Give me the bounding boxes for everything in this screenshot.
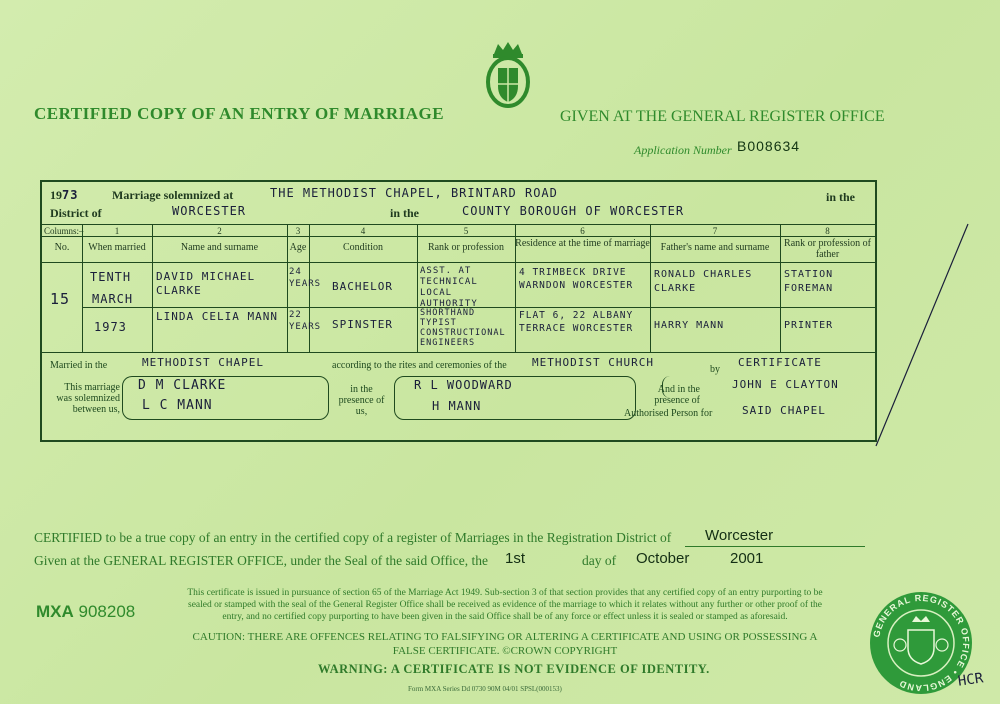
certificate-title: CERTIFIED COPY OF AN ENTRY OF MARRIAGE (34, 104, 445, 123)
by-label: by (710, 364, 720, 375)
bride-signature: L C MANN (142, 398, 213, 413)
by-value: CERTIFICATE (738, 356, 822, 369)
serial-digits: 908208 (78, 602, 136, 621)
col-number-7: 7 (712, 226, 718, 236)
caution-notice: CAUTION: THERE ARE OFFENCES RELATING TO FALSIFYING OR ALTERING A CERTIFICATE AND USING OR POSSESSING A FALSE CERTIFICATE. ©CROWN COPYRIGHT (192, 631, 818, 657)
header-profession: Rank or profession (427, 242, 505, 253)
groom-signature: D M CLARKE (138, 378, 227, 393)
groom-father-name: RONALD CHARLES CLARKE (654, 269, 753, 294)
certification-line-1: CERTIFIED to be a true copy of an entry in the certified copy of a register of Marriages in the Registration District of (34, 530, 672, 545)
bride-father-name: HARRY MANN (654, 320, 725, 331)
col-number-6: 6 (580, 226, 585, 236)
columns-label: Columns:– (44, 226, 84, 236)
col-number-4: 4 (360, 226, 366, 236)
and-presence-label: And in the presence of (654, 384, 700, 406)
identity-warning: WARNING: A CERTIFICATE IS NOT EVIDENCE OF IDENTITY. (318, 662, 710, 676)
married-in-value: METHODIST CHAPEL (142, 356, 264, 369)
in-the-label: in the (826, 190, 856, 204)
bride-condition: SPINSTER (332, 318, 393, 331)
certification-district: Worcester (705, 527, 774, 544)
groom-age: 24 YEARS (289, 267, 322, 289)
certification-day: 1st (505, 550, 526, 567)
header-name: Name and surname (180, 242, 259, 253)
year-prefix: 19 (50, 188, 62, 202)
witness-2: H MANN (432, 399, 482, 413)
groom-condition: BACHELOR (332, 280, 393, 293)
district-value: WORCESTER (172, 204, 247, 218)
col-number-5: 5 (463, 226, 469, 236)
authorised-value: SAID CHAPEL (742, 404, 826, 417)
col-number-2: 2 (217, 226, 222, 236)
marriage-place: THE METHODIST CHAPEL, BRINTARD ROAD (270, 186, 558, 200)
seal-text: GENERAL REGISTER OFFICE • ENGLAND (871, 592, 972, 694)
when-married-day: TENTH (90, 270, 132, 284)
solemnized-between-label: This marriage was solemnized between us, (56, 382, 120, 415)
header-no: No. (54, 242, 70, 253)
col-number-8: 8 (825, 226, 830, 236)
when-married-year: 1973 (94, 320, 127, 334)
header-when-married: When married (88, 242, 146, 253)
year-suffix: 73 (62, 188, 79, 202)
county-value: COUNTY BOROUGH OF WORCESTER (462, 204, 685, 218)
bride-profession: SHORTHAND TYPIST CONSTRUCTIONAL ENGINEERS (420, 308, 506, 348)
in-the-label-2: in the (390, 206, 420, 220)
certification-line-2: Given at the GENERAL REGISTER OFFICE, under the Seal of the said Office, the (34, 553, 489, 568)
header-age: Age (289, 242, 307, 253)
serial-prefix: MXA (36, 602, 74, 621)
district-label: District of (50, 206, 102, 220)
diagonal-strike-line (872, 220, 972, 450)
certification-year: 2001 (730, 550, 764, 567)
witness-1: R L WOODWARD (414, 378, 513, 392)
authorised-person-label: Authorised Person for (624, 408, 713, 419)
witness-presence-label: in the presence of us, (338, 384, 385, 417)
clerk-initials: HCR (957, 670, 985, 690)
form-reference: Form MXA Series Dd 0730 90M 04/01 SPSL(000153) (408, 685, 562, 693)
header-residence: Residence at the time of marriage (515, 238, 650, 249)
application-number: B008634 (737, 138, 801, 154)
col-number-1: 1 (114, 226, 120, 236)
entry-number: 15 (50, 290, 71, 308)
presence-name: JOHN E CLAYTON (732, 378, 839, 391)
rites-value: METHODIST CHURCH (532, 356, 654, 369)
rites-label: according to the rites and ceremonies of the (332, 360, 507, 371)
issuing-office: GIVEN AT THE GENERAL REGISTER OFFICE (560, 108, 885, 125)
groom-profession: ASST. AT TECHNICAL LOCAL AUTHORITY (420, 266, 478, 309)
header-father-name: Father's name and surname (660, 242, 770, 253)
married-in-label: Married in the (50, 360, 108, 371)
bride-father-rank: PRINTER (784, 320, 834, 331)
groom-residence: 4 TRIMBECK DRIVE WARNDON WORCESTER (519, 267, 634, 291)
royal-crest-icon (480, 40, 536, 112)
legal-fine-print: This certificate is issued in pursuance of section 65 of the Marriage Act 1949. Sub-section 3 of that section provides that any certified copy of an entry purporting to be sealed or stamped with the seal of the General Register Office shall be received as evidence of the marriage to which it relates without any further or other proof of the entry, and no certified copy purporting to have been given in the said Office shall be of any force or effect unless it is sealed or stamped as aforesaid. (187, 588, 823, 622)
groom-father-rank: STATION FOREMAN (784, 269, 834, 294)
when-married-month: MARCH (92, 292, 134, 306)
bride-age: 22 YEARS (289, 310, 322, 332)
marriage-entry-box (40, 180, 877, 442)
serial-number (36, 602, 135, 622)
header-condition: Condition (342, 242, 383, 253)
day-of-label: day of (582, 553, 617, 568)
bride-residence: FLAT 6, 22 ALBANY TERRACE WORCESTER (519, 310, 634, 334)
groom-name: DAVID MICHAEL CLARKE (156, 270, 256, 297)
header-father-rank: Rank or profession of father (784, 238, 871, 260)
bride-name: LINDA CELIA MANN (156, 310, 278, 323)
solemnized-label: Marriage solemnized at (112, 188, 234, 202)
col-number-3: 3 (295, 226, 301, 236)
application-number-label: Application Number (634, 143, 732, 157)
certification-month: October (636, 550, 690, 567)
